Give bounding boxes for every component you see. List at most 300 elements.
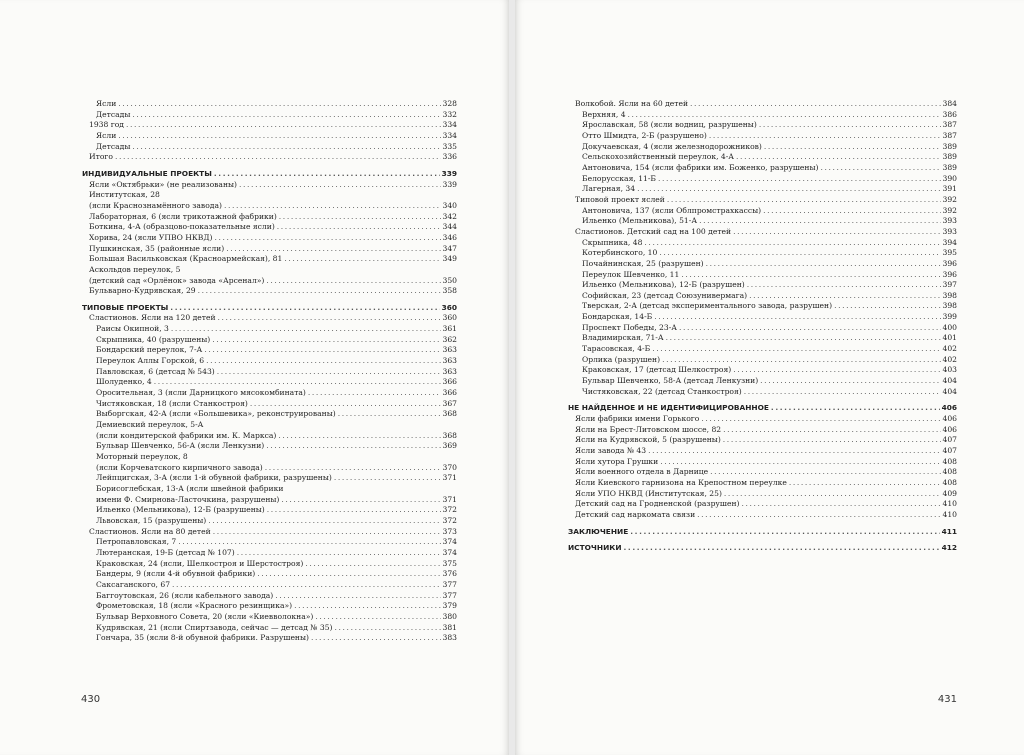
- toc-entry-title: Волкобой. Ясли на 60 детей: [575, 99, 689, 108]
- toc-leader-dots: [747, 280, 941, 291]
- toc-leader-dots: [265, 463, 441, 474]
- toc-leader-dots: [118, 99, 440, 110]
- toc-leader-dots: [760, 376, 940, 387]
- toc-entry[interactable]: [82, 142, 457, 153]
- toc-entry[interactable]: [82, 420, 457, 431]
- toc-leader-dots: [132, 110, 440, 121]
- toc-entry-page: 407: [942, 435, 957, 445]
- toc-entry-title: (детский сад «Орлёнок» завода «Арсенал»): [89, 275, 265, 285]
- toc-entry[interactable]: [82, 180, 457, 191]
- toc-leader-dots: [213, 527, 441, 538]
- toc-section-heading[interactable]: [568, 527, 957, 538]
- toc-entry[interactable]: [82, 131, 457, 142]
- toc-entry-title: Ясли Киевского гарнизона на Крепостном переулке: [575, 477, 787, 487]
- toc-entry[interactable]: [82, 233, 457, 244]
- toc-leader-dots: [681, 270, 940, 281]
- toc-entry-title: Сластионов. Детский сад на 100 детей: [575, 226, 732, 236]
- toc-entry[interactable]: [568, 216, 957, 227]
- toc-entry[interactable]: [82, 335, 457, 346]
- toc-entry-page: 332: [442, 109, 457, 119]
- toc-entry[interactable]: [82, 265, 457, 276]
- toc-entry-page: 368: [442, 409, 457, 419]
- toc-entry[interactable]: [82, 559, 457, 570]
- toc-leader-dots: [279, 212, 441, 223]
- toc-entry-page: 407: [942, 446, 957, 455]
- toc-entry[interactable]: [82, 591, 457, 602]
- left-page: [0, 0, 509, 755]
- toc-leader-dots: [311, 633, 440, 644]
- toc-entry-title: Антоновича, 137 (ясли Облпромстрахкассы): [582, 205, 762, 215]
- toc-entry[interactable]: [82, 527, 457, 538]
- toc-entry-page: 398: [942, 290, 957, 300]
- toc-entry-page: 396: [942, 258, 957, 268]
- toc-entry-page: 383: [442, 633, 457, 643]
- toc-entry-title: Детсады: [96, 109, 131, 119]
- toc-leader-dots: [679, 323, 940, 334]
- toc-entry-title: (ясли Корчеватского кирпичного завода): [96, 462, 263, 472]
- toc-entry-title: Проспект Победы, 23-А: [582, 322, 678, 332]
- toc-leader-dots: [118, 131, 440, 142]
- toc-entry-page: 363: [442, 356, 457, 366]
- toc-entry-title: Ясли завода № 43: [575, 446, 647, 455]
- toc-leader-dots: [284, 254, 440, 265]
- toc-entry-page: 402: [942, 344, 957, 354]
- toc-entry-page: 394: [942, 237, 957, 247]
- toc-entry-title: Краковская, 24 (ясли, Шелкостроя и Шерстостроя): [96, 558, 304, 568]
- toc-entry-page: 396: [942, 269, 957, 279]
- toc-entry[interactable]: [568, 344, 957, 355]
- toc-entry[interactable]: [82, 601, 457, 612]
- toc-entry-title: Ярославская, 58 (ясли водниц, разрушены): [582, 120, 757, 130]
- toc-entry-page: 404: [942, 376, 957, 386]
- toc-entry[interactable]: [568, 323, 957, 334]
- toc-entry[interactable]: [568, 489, 957, 500]
- toc-entry[interactable]: [82, 222, 457, 233]
- toc-entry-page: 349: [442, 254, 457, 264]
- toc-entry-title: Шолуденко, 4: [96, 377, 152, 387]
- toc-leader-dots: [706, 259, 941, 270]
- toc-entry-page: 403: [942, 365, 957, 375]
- toc-leader-dots: [701, 414, 940, 425]
- toc-entry[interactable]: [82, 120, 457, 131]
- toc-entry-page: 384: [942, 99, 957, 108]
- toc-entry-title: Ильенко (Мельникова), 51-А: [582, 216, 698, 226]
- toc-entry[interactable]: [568, 425, 957, 436]
- toc-leader-dots: [170, 303, 439, 314]
- toc-entry[interactable]: [568, 387, 957, 398]
- toc-leader-dots: [126, 120, 441, 131]
- toc-entry-page: 399: [942, 312, 957, 322]
- toc-entry[interactable]: [82, 569, 457, 580]
- toc-entry-page: 339: [441, 168, 457, 178]
- toc-entry-title: Кудрявская, 21 (ясли Спиртзавода, сейчас — детсад № 35): [96, 622, 333, 632]
- toc-entry-page: 377: [442, 590, 457, 600]
- toc-entry-title: Лютеранская, 19-Б (детсад № 107): [96, 547, 235, 557]
- toc-entry[interactable]: [82, 612, 457, 623]
- toc-leader-dots: [741, 499, 940, 510]
- toc-entry[interactable]: [82, 377, 457, 388]
- toc-entry[interactable]: [568, 510, 957, 521]
- toc-entry-page: 334: [442, 130, 457, 140]
- toc-entry-title: 1938 год: [89, 120, 124, 130]
- toc-leader-dots: [218, 313, 441, 324]
- toc-entry-title: Итого: [89, 152, 113, 162]
- toc-entry-title: Бульвар Шевченко, 58-А (детсад Ленкузни): [582, 376, 759, 386]
- page-number-right: 431: [937, 694, 957, 705]
- toc-entry-page: 363: [442, 345, 457, 355]
- toc-entry-title: Ильенко (Мельникова), 12-Б (разрушен): [582, 280, 745, 290]
- toc-leader-dots: [652, 344, 940, 355]
- toc-entry-title: Софийская, 23 (детсад Союзунивермага): [582, 290, 748, 300]
- toc-entry-page: 406: [941, 403, 957, 413]
- toc-entry-title: Павловская, 6 (детсад № 543): [96, 366, 215, 376]
- toc-entry[interactable]: [82, 399, 457, 410]
- toc-entry-title: Гончара, 35 (ясли 8-й обувной фабрики. Разрушены): [96, 633, 310, 643]
- toc-entry-page: 360: [442, 313, 457, 323]
- toc-entry[interactable]: [568, 195, 957, 206]
- toc-entry-title: Бандеры, 9 (ясли 4-й обувной фабрики): [96, 569, 256, 579]
- toc-entry[interactable]: [82, 345, 457, 356]
- toc-leader-dots: [660, 457, 940, 468]
- toc-entry[interactable]: [82, 212, 457, 223]
- toc-entry[interactable]: [82, 537, 457, 548]
- toc-leader-dots: [266, 276, 440, 287]
- toc-entry-page: 342: [442, 211, 457, 221]
- toc-section-heading[interactable]: [82, 303, 457, 314]
- toc-entry-page: 344: [442, 222, 457, 232]
- toc-entry-page: 381: [442, 622, 457, 632]
- toc-entry-page: 390: [942, 173, 957, 183]
- toc-entry-page: 379: [442, 601, 457, 611]
- toc-leader-dots: [834, 301, 940, 312]
- toc-entry-title: Выборгская, 42-А (ясли «Большевика», реконструированы): [96, 409, 336, 419]
- toc-leader-dots: [115, 152, 441, 163]
- toc-leader-dots: [658, 174, 940, 185]
- toc-leader-dots: [763, 206, 940, 217]
- toc-entry[interactable]: [82, 99, 457, 110]
- toc-entry-title: Фрометовская, 18 (ясли «Красного резинщика»): [96, 601, 293, 611]
- toc-entry[interactable]: [568, 238, 957, 249]
- toc-entry[interactable]: [568, 446, 957, 457]
- toc-leader-dots: [214, 169, 440, 180]
- toc-entry-title: Лагерная, 34: [582, 184, 636, 194]
- toc-leader-dots: [154, 377, 441, 388]
- toc-entry-page: 397: [942, 280, 957, 290]
- toc-entry[interactable]: [568, 174, 957, 185]
- page-number-left: 430: [81, 694, 101, 705]
- toc-entry[interactable]: [82, 313, 457, 324]
- toc-entry[interactable]: [568, 280, 957, 291]
- toc-leader-dots: [697, 510, 940, 521]
- toc-leader-dots: [723, 435, 941, 446]
- toc-entry-title: Бульвар Шевченко, 56-А (ясли Ленкузни): [96, 441, 265, 451]
- toc-entry[interactable]: [82, 484, 457, 495]
- toc-leader-dots: [335, 623, 441, 634]
- toc-entry-title: Ясли: [96, 99, 117, 108]
- toc-entry-page: 389: [942, 152, 957, 162]
- toc-leader-dots: [334, 473, 441, 484]
- toc-entry-title: Типовой проект яслей: [575, 194, 665, 204]
- toc-entry[interactable]: [568, 270, 957, 281]
- toc-entry[interactable]: [568, 110, 957, 121]
- toc-leader-dots: [277, 222, 441, 233]
- toc-entry-page: 391: [942, 184, 957, 194]
- toc-entry-page: 339: [442, 179, 457, 189]
- toc-entry-title: Тарасовская, 4-Б: [582, 344, 651, 354]
- toc-entry[interactable]: [568, 259, 957, 270]
- toc-entry-title: Отто Шмидта, 2-Б (разрушено): [582, 130, 707, 140]
- toc-entry-title: НЕ НАЙДЕННОЕ И НЕ ИДЕНТИФИЦИРОВАННОЕ: [568, 403, 769, 413]
- toc-entry[interactable]: [82, 244, 457, 255]
- toc-entry-page: 402: [942, 354, 957, 364]
- toc-entry-title: Лейпцигская, 3-А (ясли 1-й обувной фабрики, разрушены): [96, 473, 332, 483]
- toc-entry-title: Детский сад на Гродненской (разрушен): [575, 499, 740, 509]
- toc-entry[interactable]: [568, 478, 957, 489]
- toc-leader-dots: [724, 489, 941, 500]
- toc-entry[interactable]: [82, 254, 457, 265]
- toc-entry-title: имени Ф. Смирнова-Ласточкина, разрушены): [96, 494, 280, 504]
- toc-entry-page: 410: [942, 509, 957, 519]
- toc-entry[interactable]: [82, 286, 457, 297]
- toc-entry-title: Моторный переулок, 8: [96, 452, 188, 461]
- toc-entry-title: Ясли на Брест-Литовском шоссе, 82: [575, 424, 722, 434]
- toc-leader-dots: [217, 367, 441, 378]
- toc-entry-page: 412: [941, 543, 957, 553]
- toc-entry-title: Орлика (разрушен): [582, 354, 661, 364]
- toc-entry-page: 367: [442, 398, 457, 408]
- toc-entry[interactable]: [82, 505, 457, 516]
- toc-entry-page: 335: [442, 141, 457, 151]
- toc-entry-page: 393: [942, 226, 957, 236]
- toc-entry-title: Чистяковская, 22 (детсад Станкостроя): [582, 386, 742, 396]
- toc-entry[interactable]: [568, 152, 957, 163]
- toc-entry[interactable]: [568, 227, 957, 238]
- toc-entry-page: 408: [942, 467, 957, 477]
- toc-entry[interactable]: [82, 152, 457, 163]
- toc-entry[interactable]: [568, 457, 957, 468]
- toc-entry[interactable]: [568, 333, 957, 344]
- toc-entry[interactable]: [82, 356, 457, 367]
- toc-entry[interactable]: [82, 580, 457, 591]
- toc-entry[interactable]: [82, 388, 457, 399]
- toc-entry-page: 411: [941, 526, 957, 536]
- toc-entry-title: Ясли «Октябрьки» (не реализованы): [89, 179, 238, 189]
- toc-entry-title: Детский сад наркомата связи: [575, 509, 696, 519]
- toc-entry-title: Бульварно-Кудрявская, 29: [89, 286, 196, 296]
- toc-entry[interactable]: [568, 435, 957, 446]
- toc-entry-title: Ясли на Кудрявской, 5 (разрушены): [575, 435, 721, 445]
- toc-leader-dots: [281, 495, 440, 506]
- toc-leader-dots: [789, 478, 941, 489]
- toc-entry-page: 389: [942, 141, 957, 151]
- toc-entry-title: Баггоутовская, 26 (ясли кабельного завода): [96, 590, 274, 600]
- toc-entry-page: 408: [942, 456, 957, 466]
- toc-entry-title: ИНДИВИДУАЛЬНЫЕ ПРОЕКТЫ: [82, 168, 212, 178]
- toc-entry[interactable]: [82, 548, 457, 559]
- toc-entry[interactable]: [568, 414, 957, 425]
- toc-leader-dots: [226, 244, 440, 255]
- toc-leader-dots: [294, 601, 440, 612]
- toc-entry-page: 406: [942, 414, 957, 424]
- toc-entry-title: Ясли фабрики имени Горького: [575, 414, 700, 424]
- toc-entry[interactable]: [82, 516, 457, 527]
- toc-leader-dots: [239, 180, 440, 191]
- toc-leader-dots: [659, 248, 940, 259]
- toc-leader-dots: [208, 516, 440, 527]
- toc-entry[interactable]: [568, 163, 957, 174]
- toc-entry[interactable]: [82, 473, 457, 484]
- toc-entry-title: Сластионов. Ясли на 80 детей: [89, 526, 211, 536]
- toc-entry-page: 366: [442, 388, 457, 398]
- toc-entry[interactable]: [568, 120, 957, 131]
- toc-entry-title: Раисы Окипной, 3: [96, 324, 169, 334]
- toc-entry[interactable]: [568, 142, 957, 153]
- toc-entry-title: ТИПОВЫЕ ПРОЕКТЫ: [82, 302, 169, 312]
- toc-entry[interactable]: [82, 633, 457, 644]
- toc-entry-page: 375: [442, 558, 457, 568]
- toc-entry-page: 328: [442, 99, 457, 108]
- toc-leader-dots: [699, 216, 940, 227]
- toc-entry[interactable]: [82, 495, 457, 506]
- toc-entry[interactable]: [82, 463, 457, 474]
- toc-entry[interactable]: [568, 291, 957, 302]
- toc-entry[interactable]: [568, 355, 957, 366]
- toc-leader-dots: [723, 425, 940, 436]
- toc-entry-page: 410: [942, 499, 957, 509]
- toc-entry[interactable]: [82, 367, 457, 378]
- toc-entry[interactable]: [568, 499, 957, 510]
- toc-leader-dots: [749, 291, 940, 302]
- toc-entry[interactable]: [568, 99, 957, 110]
- toc-entry[interactable]: [568, 467, 957, 478]
- toc-entry-page: 362: [442, 334, 457, 344]
- toc-entry-page: 386: [942, 109, 957, 119]
- toc-entry-page: 340: [442, 200, 457, 210]
- toc-entry-page: 392: [942, 205, 957, 215]
- toc-leader-dots: [736, 152, 940, 163]
- toc-entry[interactable]: [568, 365, 957, 376]
- toc-section-heading[interactable]: [82, 169, 457, 180]
- toc-entry-page: 372: [442, 505, 457, 515]
- toc-leader-dots: [338, 409, 441, 420]
- toc-entry-page: 398: [942, 301, 957, 311]
- toc-entry-page: 366: [442, 377, 457, 387]
- toc-list-right: [568, 99, 957, 554]
- toc-entry[interactable]: [568, 312, 957, 323]
- toc-entry-title: Демиевский переулок, 5-А: [96, 420, 204, 430]
- toc-entry[interactable]: [82, 409, 457, 420]
- toc-entry[interactable]: [568, 376, 957, 387]
- toc-entry[interactable]: [82, 190, 457, 201]
- toc-leader-dots: [214, 233, 440, 244]
- toc-entry-page: 409: [942, 488, 957, 498]
- toc-entry-page: 374: [442, 537, 457, 547]
- toc-entry[interactable]: [82, 452, 457, 463]
- toc-leader-dots: [733, 365, 940, 376]
- toc-entry-page: 346: [442, 232, 457, 242]
- toc-entry-title: Ясли УПО НКВД (Институтская, 25): [575, 488, 722, 498]
- toc-entry-title: Детсады: [96, 141, 131, 151]
- toc-entry-page: 395: [942, 248, 957, 258]
- toc-entry[interactable]: [568, 301, 957, 312]
- toc-entry[interactable]: [82, 276, 457, 287]
- toc-entry-page: 400: [942, 322, 957, 332]
- toc-leader-dots: [275, 591, 440, 602]
- toc-entry-title: Хорива, 24 (ясли УПВО НКВД): [89, 232, 213, 242]
- toc-entry-title: ЗАКЛЮЧЕНИЕ: [568, 526, 629, 536]
- toc-entry-title: Аскольдов переулок, 5: [89, 264, 181, 274]
- toc-entry-page: 406: [942, 424, 957, 434]
- toc-entry-title: Сельскохозяйственный переулок, 4-А: [582, 152, 735, 162]
- toc-entry-page: 336: [442, 152, 457, 162]
- toc-entry-page: 358: [442, 286, 457, 296]
- toc-leader-dots: [172, 580, 440, 591]
- toc-section-heading[interactable]: [568, 403, 957, 414]
- toc-entry-page: 377: [442, 579, 457, 589]
- toc-entry-title: (ясли кондитерской фабрики им. К. Маркса): [96, 430, 277, 440]
- toc-entry-title: (ясли Краснознамённого завода): [89, 200, 222, 210]
- toc-entry[interactable]: [568, 206, 957, 217]
- toc-entry-title: Бульвар Верховного Совета, 20 (ясли «Киевволокна»): [96, 611, 314, 621]
- toc-entry-page: 387: [942, 120, 957, 130]
- toc-entry-title: Боткина, 4-А (образцово-показательные ясли): [89, 222, 275, 232]
- toc-entry-title: Институтская, 28: [89, 190, 160, 200]
- toc-entry-title: Скрыпника, 40 (разрушены): [96, 334, 211, 344]
- toc-entry[interactable]: [82, 324, 457, 335]
- toc-entry[interactable]: [568, 131, 957, 142]
- toc-entry[interactable]: [82, 431, 457, 442]
- toc-entry-title: Котербинского, 10: [582, 248, 658, 258]
- toc-entry[interactable]: [82, 441, 457, 452]
- toc-entry-page: 368: [442, 430, 457, 440]
- toc-entry-page: 371: [442, 494, 457, 504]
- toc-leader-dots: [305, 559, 440, 570]
- toc-entry-title: Бондарская, 14-Б: [582, 312, 653, 322]
- toc-section-heading[interactable]: [568, 543, 957, 554]
- toc-leader-dots: [771, 403, 940, 414]
- toc-entry-page: 371: [442, 473, 457, 483]
- toc-leader-dots: [759, 120, 941, 131]
- toc-entry-page: 408: [942, 477, 957, 487]
- toc-entry-title: Львовская, 15 (разрушены): [96, 515, 207, 525]
- toc-entry-title: Тверская, 2-А (детсад экспериментального завода, разрушен): [582, 301, 833, 311]
- toc-leader-dots: [630, 527, 939, 538]
- toc-leader-dots: [132, 142, 440, 153]
- toc-entry-title: Владимирская, 71-А: [582, 333, 664, 343]
- toc-leader-dots: [666, 333, 941, 344]
- toc-entry[interactable]: [82, 201, 457, 212]
- toc-entry-title: Петропавловская, 7: [96, 537, 177, 547]
- toc-leader-dots: [820, 163, 940, 174]
- toc-leader-dots: [266, 441, 440, 452]
- toc-entry-title: Докучаевская, 4 (ясли железнодорожников): [582, 141, 762, 151]
- toc-leader-dots: [637, 184, 940, 195]
- toc-entry-page: 372: [442, 515, 457, 525]
- toc-entry-page: 380: [442, 611, 457, 621]
- toc-entry-title: Ильенко (Мельникова), 12-Б (разрушены): [96, 505, 265, 515]
- toc-entry[interactable]: [568, 184, 957, 195]
- toc-entry[interactable]: [82, 623, 457, 634]
- toc-entry-title: Саксаганского, 67: [96, 579, 171, 589]
- toc-entry-title: Пушкинская, 35 (районные ясли): [89, 243, 225, 253]
- toc-leader-dots: [644, 238, 940, 249]
- toc-entry-page: 376: [442, 569, 457, 579]
- toc-entry[interactable]: [82, 110, 457, 121]
- toc-leader-dots: [662, 355, 940, 366]
- toc-leader-dots: [198, 286, 441, 297]
- toc-entry[interactable]: [568, 248, 957, 259]
- toc-entry-title: Почайнинская, 25 (разрушен): [582, 258, 704, 268]
